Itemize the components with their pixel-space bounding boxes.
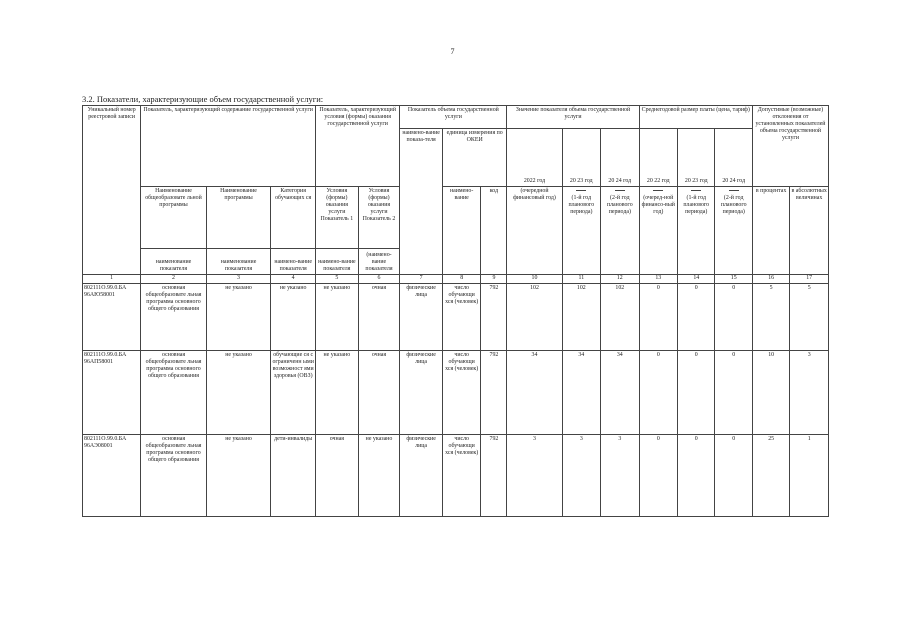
cell-condition-2: очная — [358, 351, 400, 435]
column-number: 10 — [507, 275, 562, 284]
cell-value-y3: 34 — [601, 351, 640, 435]
column-number: 14 — [678, 275, 715, 284]
header-row-1 — [83, 106, 829, 129]
table-row — [83, 284, 829, 351]
cell-program: не указано — [206, 435, 271, 517]
cell-deviation-absolute: 5 — [790, 284, 829, 351]
volume-indicators-table — [82, 105, 829, 517]
header-sub2-u1: наимено-вание показателя — [316, 249, 359, 275]
column-number: 8 — [442, 275, 480, 284]
cell-value-y1: 3 — [507, 435, 562, 517]
cell-fee-y1: 0 — [639, 351, 677, 435]
cell-record-number: 802111О.99.0.БА 96АЭ08001 — [83, 435, 141, 517]
column-number: 12 — [601, 275, 640, 284]
header-period-v1: (очередной финансовый год) — [507, 187, 562, 275]
cell-fee-y1: 0 — [639, 435, 677, 517]
header-sub2-c3: наимено-вание показателя — [271, 249, 316, 275]
cell-program: не указано — [206, 351, 271, 435]
cell-unit-name: число обучающи хся (человек) — [442, 284, 480, 351]
cell-deviation-absolute: 1 — [790, 435, 829, 517]
header-sub2-u2: (наимено-вание показателя — [358, 249, 400, 275]
cell-program-name: основная общеобразовате льная программа основного общего образования — [141, 284, 207, 351]
cell-student-category: обучающие ся с ограниченн ыми возможност ями здоровья (ОВЗ) — [271, 351, 316, 435]
column-number: 7 — [400, 275, 443, 284]
cell-condition-1: не указано — [316, 351, 359, 435]
section-title: 3.2. Показатели, характеризующие объем государственной услуги: — [82, 94, 324, 104]
cell-deviation-percent: 25 — [752, 435, 789, 517]
cell-fee-y3: 0 — [715, 351, 752, 435]
header-sub2-c1: наименование показателя — [141, 249, 207, 275]
cell-unit-code: 792 — [481, 435, 507, 517]
column-number: 17 — [790, 275, 829, 284]
header-deviation-group: Допустимые (возможные) отклонения от установленных показателей объема государственной услуги — [752, 106, 828, 187]
column-number: 4 — [271, 275, 316, 284]
cell-value-y2: 34 — [562, 351, 600, 435]
cell-fee-y1: 0 — [639, 284, 677, 351]
cell-unit-name: число обучающи хся (человек) — [442, 435, 480, 517]
header-sub2-c2: наименование показателя — [206, 249, 271, 275]
cell-value-y3: 102 — [601, 284, 640, 351]
cell-fee-y3: 0 — [715, 435, 752, 517]
header-sub-c3: Категория обучающих ся — [271, 187, 316, 249]
column-number-row — [83, 275, 829, 284]
header-volume-group: Показатель объема государственной услуги — [400, 106, 507, 129]
cell-condition-2: не указано — [358, 435, 400, 517]
column-number: 15 — [715, 275, 752, 284]
cell-fee-y3: 0 — [715, 284, 752, 351]
header-sub-u2: Условия (формы) оказания услуги Показатель 2 — [358, 187, 400, 249]
column-number: 13 — [639, 275, 677, 284]
column-number: 3 — [206, 275, 271, 284]
column-number: 2 — [141, 275, 207, 284]
cell-fee-y2: 0 — [678, 284, 715, 351]
header-sub-u1: Условия (формы) оказания услуги Показатель 1 — [316, 187, 359, 249]
header-dev-pct: в процентах — [752, 187, 789, 275]
header-volume-name: наимено-вание показа-теля — [400, 129, 443, 275]
cell-unit-code: 792 — [481, 284, 507, 351]
header-period-f3: (2-й год планового периода) — [715, 187, 752, 275]
header-conditions-group: Показатель, характеризующий условия (формы) оказания государственной услуги — [316, 106, 400, 187]
column-number: 1 — [83, 275, 141, 284]
cell-volume-indicator: физические лица — [400, 351, 443, 435]
cell-unit-name: число обучающи хся (человек) — [442, 351, 480, 435]
header-row-3 — [83, 187, 829, 249]
header-fee-group: Среднегодовой размер платы (цена, тариф) — [639, 106, 752, 129]
cell-fee-y2: 0 — [678, 351, 715, 435]
cell-record-number: 802111О.99.0.БА 96АЮ58001 — [83, 284, 141, 351]
header-year-f3: 20 24 год — [715, 129, 752, 187]
header-unique-number: Уникальный номер реестровой записи — [83, 106, 141, 275]
header-dev-abs: в абсолютных величинах — [790, 187, 829, 275]
header-sub-c2: Наименование программы — [206, 187, 271, 249]
column-number: 5 — [316, 275, 359, 284]
cell-deviation-percent: 5 — [752, 284, 789, 351]
cell-record-number: 802111О.99.0.БА 96АП58001 — [83, 351, 141, 435]
header-year-f2: 20 23 год — [678, 129, 715, 187]
header-year-v1: 2022 год — [507, 129, 562, 187]
cell-condition-1: не указано — [316, 284, 359, 351]
cell-student-category: дети-инвалиды — [271, 435, 316, 517]
header-year-v2: 20 23 год — [562, 129, 600, 187]
header-year-v3: 20 24 год — [601, 129, 640, 187]
cell-deviation-absolute: 3 — [790, 351, 829, 435]
cell-program: не указано — [206, 284, 271, 351]
cell-deviation-percent: 10 — [752, 351, 789, 435]
cell-value-y3: 3 — [601, 435, 640, 517]
cell-fee-y2: 0 — [678, 435, 715, 517]
header-unit-group: единица измерения по ОКЕИ — [442, 129, 507, 187]
cell-condition-2: очная — [358, 284, 400, 351]
cell-value-y1: 34 — [507, 351, 562, 435]
column-number: 9 — [481, 275, 507, 284]
cell-program-name: основная общеобразовате льная программа основного общего образования — [141, 435, 207, 517]
header-year-f1: 20 22 год — [639, 129, 677, 187]
page-number: 7 — [450, 47, 455, 56]
cell-student-category: не указано — [271, 284, 316, 351]
header-period-v3: (2-й год планового периода) — [601, 187, 640, 275]
cell-value-y2: 102 — [562, 284, 600, 351]
cell-condition-1: очная — [316, 435, 359, 517]
cell-unit-code: 792 — [481, 351, 507, 435]
column-number: 6 — [358, 275, 400, 284]
header-unit-code: код — [481, 187, 507, 275]
table-row — [83, 351, 829, 435]
header-value-group: Значение показателя объема государственной услуги — [507, 106, 639, 129]
header-sub-c1: Наименование общеобразовате льной программы — [141, 187, 207, 249]
header-content-group: Показатель, характеризующий содержание государственной услуги — [141, 106, 316, 187]
table-row — [83, 435, 829, 517]
header-unit-name: наимено-вание — [442, 187, 480, 275]
cell-value-y2: 3 — [562, 435, 600, 517]
header-period-f2: (1-й год планового периода) — [678, 187, 715, 275]
cell-value-y1: 102 — [507, 284, 562, 351]
header-period-f1: (очеред-ной финансо-вый год) — [639, 187, 677, 275]
cell-program-name: основная общеобразовате льная программа основного общего образования — [141, 351, 207, 435]
column-number: 16 — [752, 275, 789, 284]
column-number: 11 — [562, 275, 600, 284]
header-period-v2: (1-й год планового периода) — [562, 187, 600, 275]
cell-volume-indicator: физические лица — [400, 435, 443, 517]
cell-volume-indicator: физические лица — [400, 284, 443, 351]
